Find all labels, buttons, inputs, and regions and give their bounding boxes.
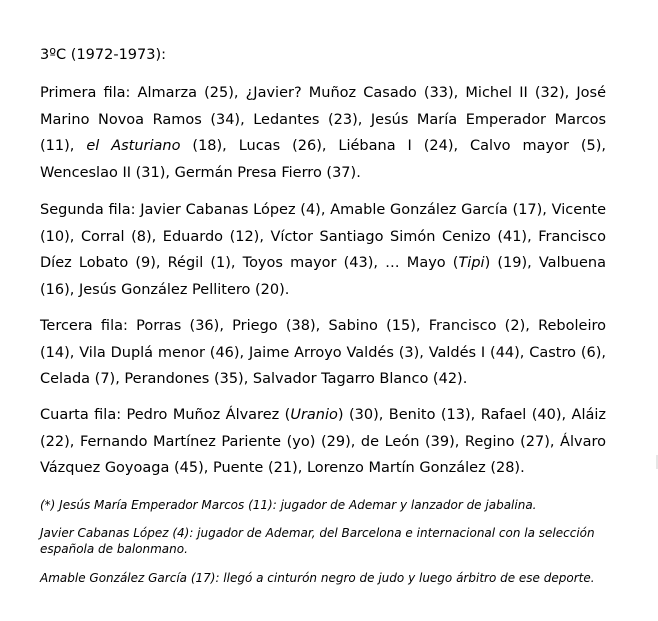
row-text: (18), Lucas (26), Liébana I (24), Calvo mayor (5), Wenceslao II (31), Germán Presa Fierro (37).	[40, 138, 606, 181]
row-primera-fila	[40, 80, 606, 186]
row-text: Primera fila: Almarza (25), ¿Javier? Muñoz Casado (33), Michel II (32), José Marino Novoa Ramos (34), Ledantes (23), Jesús María Emperador Marcos (11),	[40, 85, 606, 154]
footnote: (*) Jesús María Emperador Marcos (11): jugador de Ademar y lanzador de jabalina.	[40, 498, 537, 512]
footnote: Amable González García (17): llegó a cinturón negro de judo y luego árbitro de ese deporte.	[40, 571, 595, 585]
row-text: Segunda fila: Javier Cabanas López (4), Amable González García (17), Vicente (10), Corral (8), Eduardo (12), Víctor Santiago Simón Cenizo (41), Francisco Díez Lobato (9), Régil (1), Toyos mayor (43), … Mayo (	[40, 202, 606, 271]
row-text: Cuarta fila: Pedro Muñoz Álvarez (	[40, 407, 291, 423]
footnote: Javier Cabanas López (4): jugador de Ademar, del Barcelona e internacional con la selección española de balonmano.	[40, 526, 595, 556]
row-segunda-fila	[40, 197, 606, 303]
row-cuarta-fila	[40, 402, 606, 482]
row-tercera-fila: Tercera fila: Porras (36), Priego (38), Sabino (15), Francisco (2), Reboleiro (14), Vila Duplá menor (46), Jaime Arroyo Valdés (3), Valdés I (44), Castro (6), Celada (7), Perandones (35), Salvador Tagarro Blanco (42).	[40, 318, 606, 387]
nickname: el Asturiano	[86, 138, 181, 154]
row-text: ) (19), Valbuena (16), Jesús González Pellitero (20).	[40, 255, 606, 298]
nickname: Uranio	[290, 407, 338, 423]
class-heading: 3ºC (1972-1973):	[40, 47, 167, 63]
row-text: ) (30), Benito (13), Rafael (40), Aláiz (22), Fernando Martínez Pariente (yo) (29), de León (39), Regino (27), Álvaro Vázquez Goyoaga (45), Puente (21), Lorenzo Martín González (28).	[40, 407, 606, 476]
nickname: Tipi	[458, 255, 485, 271]
